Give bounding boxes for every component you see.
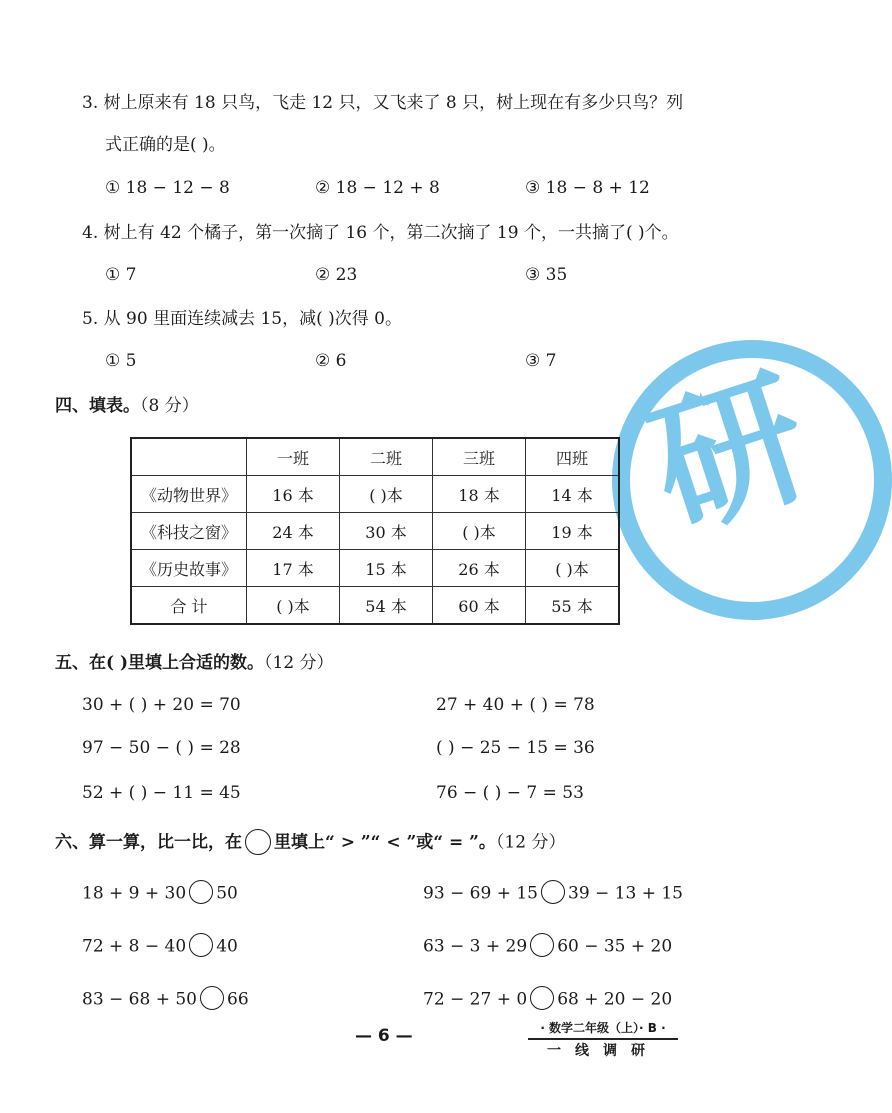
table-cell: 合 计 <box>131 587 247 625</box>
q4-text: 4. 树上有 42 个橘子，第一次摘了 16 个，第二次摘了 19 个，一共摘了( )个。 <box>82 223 679 243</box>
table-cell: 18 本 <box>433 476 526 513</box>
table-cell: 19 本 <box>526 513 620 550</box>
section6-title-b: 里填上“ > ”“ < ”或“ = ”。 <box>274 832 496 853</box>
compare-left-operand: 63 − 3 + 29 <box>423 936 528 957</box>
footer-brand-block <box>528 1020 678 1060</box>
q5-option-1: ① 5 <box>105 351 137 371</box>
compare-right-operand: 66 <box>227 989 249 1010</box>
s5-right-expr: 76 − ( ) − 7 = 53 <box>436 783 584 803</box>
table-header-row <box>131 438 619 476</box>
section5-title: 五、在( )里填上合适的数。 <box>55 653 265 673</box>
table-cell[interactable]: ( )本 <box>247 587 340 625</box>
section6-points: （12 分） <box>495 832 566 853</box>
compare-left-operand: 93 − 69 + 15 <box>423 883 538 904</box>
table-cell: 《动物世界》 <box>131 476 247 513</box>
table-cell: 26 本 <box>433 550 526 587</box>
table-header-cell: 二班 <box>340 438 433 476</box>
section6-title-a: 六、算一算，比一比，在 <box>55 832 242 853</box>
q3-line2: 式正确的是( )。 <box>105 135 226 155</box>
compare-circle[interactable] <box>530 986 554 1010</box>
table-row <box>131 513 619 550</box>
table-cell[interactable]: ( )本 <box>340 476 433 513</box>
section5-heading <box>55 652 334 674</box>
s6-right-compare <box>423 882 683 906</box>
compare-left-operand: 83 − 68 + 50 <box>82 989 197 1010</box>
book-table <box>130 437 620 625</box>
section4-points: （8 分） <box>140 396 199 416</box>
s6-right-compare <box>423 988 672 1012</box>
table-header-cell <box>131 438 247 476</box>
table-header-cell: 三班 <box>433 438 526 476</box>
s5-left-expr: 52 + ( ) − 11 = 45 <box>82 783 241 803</box>
compare-left-operand: 18 + 9 + 30 <box>82 883 187 904</box>
q5-option-2: ② 6 <box>315 351 347 371</box>
table-cell: 55 本 <box>526 587 620 625</box>
q5-option-3: ③ 7 <box>525 351 557 371</box>
table-cell: 15 本 <box>340 550 433 587</box>
table-cell: 30 本 <box>340 513 433 550</box>
table-cell[interactable]: ( )本 <box>526 550 620 587</box>
compare-circle[interactable] <box>189 933 213 957</box>
compare-circle[interactable] <box>530 933 554 957</box>
s6-left-compare <box>82 988 249 1012</box>
q3-option-2: ② 18 − 12 + 8 <box>315 178 440 198</box>
s5-right-expr: 27 + 40 + ( ) = 78 <box>436 695 595 715</box>
table-row <box>131 476 619 513</box>
s6-right-compare <box>423 935 672 959</box>
section5-points: （12 分） <box>264 653 334 673</box>
s5-left-expr: 97 − 50 − ( ) = 28 <box>82 738 241 758</box>
footer-divider <box>528 1038 678 1040</box>
compare-left-operand: 72 + 8 − 40 <box>82 936 187 957</box>
compare-circle[interactable] <box>200 986 224 1010</box>
section4-title: 四、填表。 <box>55 396 140 416</box>
table-header-cell: 一班 <box>247 438 340 476</box>
table-cell: 60 本 <box>433 587 526 625</box>
footer-subject: · 数学二年级（上）· B · <box>540 1021 666 1035</box>
table-header-cell: 四班 <box>526 438 620 476</box>
section4-heading <box>55 395 199 417</box>
table-row <box>131 550 619 587</box>
q4-option-3: ③ 35 <box>525 265 568 285</box>
q3-option-3: ③ 18 − 8 + 12 <box>525 178 650 198</box>
footer-brand: 一线调研 <box>547 1042 659 1059</box>
compare-right-operand: 68 + 20 − 20 <box>557 989 673 1010</box>
compare-circle[interactable] <box>189 880 213 904</box>
s6-left-compare <box>82 935 238 959</box>
circle-icon <box>245 829 271 855</box>
s5-left-expr: 30 + ( ) + 20 = 70 <box>82 695 241 715</box>
table-cell: 14 本 <box>526 476 620 513</box>
q3-line1: 3. 树上原来有 18 只鸟，飞走 12 只，又飞来了 8 只，树上现在有多少只鸟？列 <box>82 93 684 113</box>
compare-circle[interactable] <box>541 880 565 904</box>
table-cell[interactable]: ( )本 <box>433 513 526 550</box>
table-cell: 16 本 <box>247 476 340 513</box>
table-cell: 24 本 <box>247 513 340 550</box>
table-cell: 54 本 <box>340 587 433 625</box>
q3-option-1: ① 18 − 12 − 8 <box>105 178 230 198</box>
q5-text: 5. 从 90 里面连续减去 15，减( )次得 0。 <box>82 309 402 329</box>
table-row <box>131 587 619 625</box>
s6-left-compare <box>82 882 238 906</box>
q4-option-1: ① 7 <box>105 265 137 285</box>
table-cell: 《历史故事》 <box>131 550 247 587</box>
compare-left-operand: 72 − 27 + 0 <box>423 989 528 1010</box>
section6-heading <box>55 830 565 856</box>
page-number: — 6 — <box>355 1026 413 1046</box>
q4-option-2: ② 23 <box>315 265 358 285</box>
watermark-stamp-char: 研 <box>631 349 829 561</box>
compare-right-operand: 40 <box>216 936 238 957</box>
table-cell: 《科技之窗》 <box>131 513 247 550</box>
s5-right-expr: ( ) − 25 − 15 = 36 <box>436 738 595 758</box>
compare-right-operand: 60 − 35 + 20 <box>557 936 673 957</box>
compare-right-operand: 50 <box>216 883 238 904</box>
compare-right-operand: 39 − 13 + 15 <box>568 883 683 904</box>
table-cell: 17 本 <box>247 550 340 587</box>
